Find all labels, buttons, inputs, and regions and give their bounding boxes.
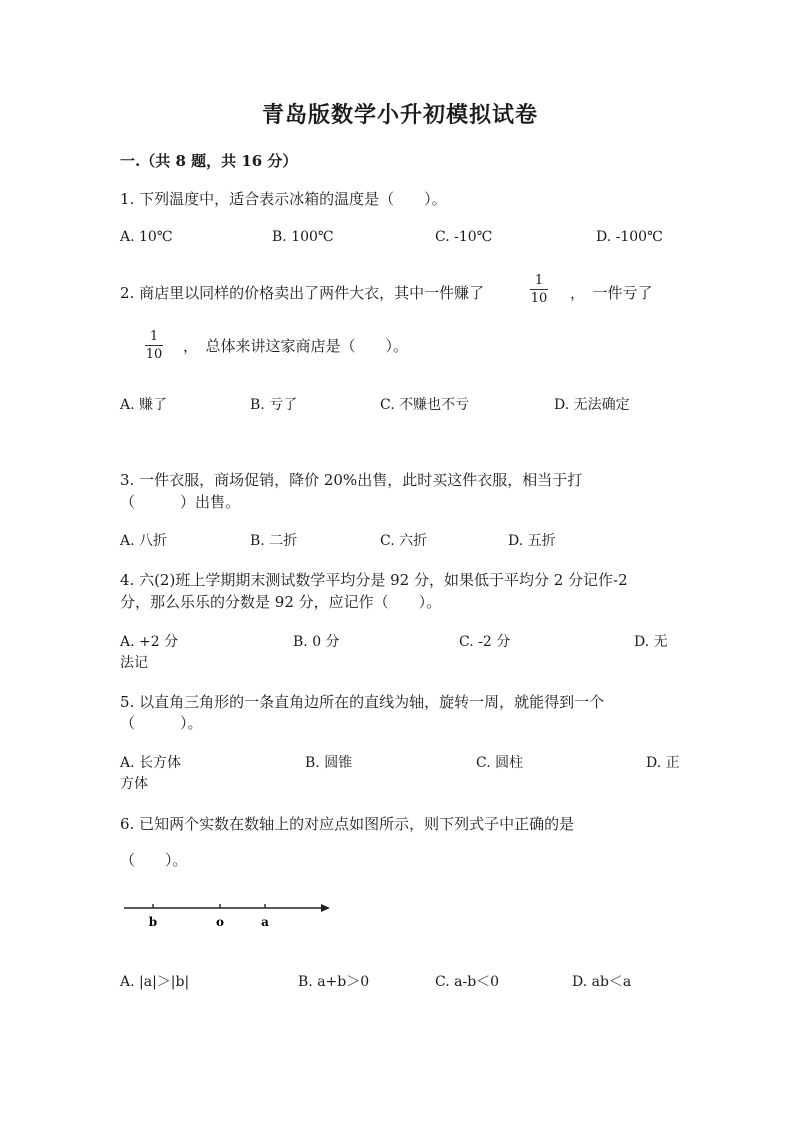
question-4-option-a: A. +2 分 [120, 634, 179, 650]
question-6-option-b: B. a+b＞0 [298, 974, 370, 990]
question-2-option-a: A. 赚了 [120, 397, 168, 413]
number-line-arrow [321, 904, 330, 912]
number-line-label-a: a [261, 915, 269, 929]
question-1-option-b: B. 100℃ [272, 229, 334, 245]
question-1-option-c: C. -10℃ [435, 229, 493, 245]
question-2-text-a: 2. 商店里以同样的价格卖出了两件大衣，其中一件赚了 [120, 284, 485, 302]
question-6-line-1: 6. 已知两个实数在数轴上的对应点如图所示，则下列式子中正确的是 [120, 815, 575, 833]
question-2-option-d: D. 无法确定 [554, 397, 630, 413]
question-3-option-b: B. 二折 [250, 533, 298, 549]
question-6-option-a: A. |a|＞|b| [120, 974, 190, 990]
question-4-option-c: C. -2 分 [459, 634, 511, 650]
question-1-text: 1. 下列温度中，适合表示冰箱的温度是（ ）。 [120, 190, 447, 208]
question-4-line-1: 4. 六(2)班上学期期末测试数学平均分是 92 分，如果低于平均分 2 分记作-2 [120, 571, 628, 589]
question-3-line-1: 3. 一件衣服，商场促销，降价 20%出售，此时买这件衣服，相当于打 [120, 471, 583, 489]
question-5-line-1: 5. 以直角三角形的一条直角边所在的直线为轴，旋转一周，就能得到一个 [120, 693, 605, 711]
question-4-line-2: 分，那么乐乐的分数是 92 分，应记作（ ）。 [120, 593, 442, 611]
question-6-line-2: （ ）。 [120, 851, 188, 869]
fraction-denominator: 10 [145, 347, 163, 362]
fraction-bar [530, 289, 548, 290]
fraction-numerator: 1 [534, 273, 544, 288]
question-4-option-b: B. 0 分 [293, 634, 340, 650]
fraction-one-tenth [530, 273, 548, 306]
question-5-option-d-wrap: 方体 [120, 776, 148, 792]
question-5-option-c: C. 圆柱 [476, 755, 524, 771]
fraction-denominator: 10 [530, 291, 548, 306]
section-heading: 一.（共 8 题，共 16 分） [120, 152, 298, 170]
number-line-label-b: b [148, 915, 158, 929]
number-line-figure [118, 895, 338, 935]
question-2-text-b: ， 一件亏了 [570, 284, 653, 302]
question-3-option-a: A. 八折 [120, 533, 168, 549]
fraction-numerator: 1 [149, 329, 159, 344]
number-line-label-o: o [215, 915, 225, 929]
question-3-line-2: （ ）出售。 [120, 493, 241, 511]
question-5-line-2: （ ）。 [120, 714, 203, 732]
question-5-option-a: A. 长方体 [120, 755, 182, 771]
question-1-option-d: D. -100℃ [596, 229, 663, 245]
question-3-option-c: C. 六折 [380, 533, 428, 549]
fraction-bar [145, 345, 163, 346]
question-4-option-d: D. 无 [634, 634, 668, 650]
question-2-option-b: B. 亏了 [250, 397, 298, 413]
question-5-option-b: B. 圆锥 [305, 755, 353, 771]
question-1-option-a: A. 10℃ [120, 229, 173, 245]
question-6-option-d: D. ab＜a [572, 974, 632, 990]
question-2-text-c: ， 总体来讲这家商店是（ ）。 [183, 337, 409, 355]
question-6-option-c: C. a-b＜0 [435, 974, 500, 990]
question-2-option-c: C. 不赚也不亏 [380, 397, 470, 413]
fraction-one-tenth [145, 329, 163, 362]
page-title: 青岛版数学小升初模拟试卷 [261, 102, 538, 128]
question-4-option-d-wrap: 法记 [120, 655, 148, 671]
question-3-option-d: D. 五折 [508, 533, 556, 549]
question-5-option-d: D. 正 [646, 755, 680, 771]
